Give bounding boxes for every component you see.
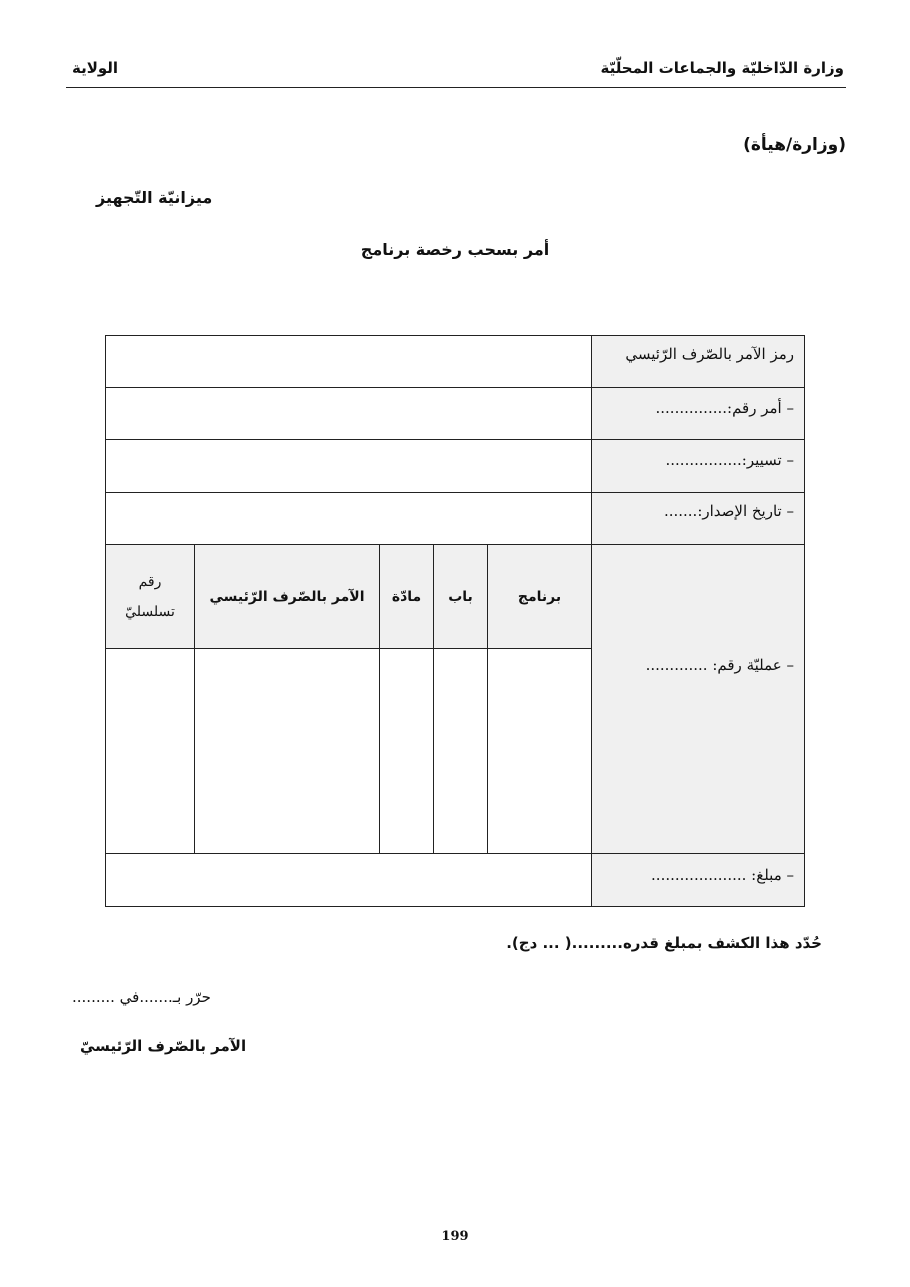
- serial-line-1: رقم: [138, 573, 162, 590]
- serial-line-2: تسلسليّ: [125, 603, 175, 620]
- ministry-label: (وزارة/هيأة): [743, 135, 846, 155]
- header-province: الولاية: [72, 59, 119, 77]
- row-divider: [106, 853, 804, 854]
- label-column: [591, 336, 804, 906]
- amount-label: – مبلغ: ....................: [651, 866, 794, 884]
- signer-title: الآمر بالصّرف الرّئيسيّ: [80, 1037, 247, 1055]
- order-number-label: – أمر رقم:...............: [655, 399, 794, 417]
- column-header-authorizing-officer: الآمر بالصّرف الرّئيسي: [209, 588, 365, 605]
- header-ministry: وزارة الدّاخليّة والجماعات المحلّيّة: [600, 59, 844, 77]
- column-header-article: مادّة: [391, 588, 422, 605]
- issue-date-label: – تاريخ الإصدار:.......: [663, 502, 794, 520]
- operation-number-label: – عمليّة رقم: .............: [645, 656, 794, 674]
- column-header-chapter: باب: [448, 588, 473, 605]
- drafted-at-text: حرّر بـ.......في .........: [72, 988, 211, 1006]
- row-divider: [106, 492, 804, 493]
- column-header-serial: [106, 545, 194, 648]
- columns-header-divider: [106, 648, 591, 649]
- code-label: رمز الآمر بالصّرف الرّئيسي: [625, 345, 794, 363]
- page-number: 199: [441, 1229, 469, 1244]
- document-title: أمر بسحب رخصة برنامج: [360, 240, 550, 259]
- row-divider: [106, 387, 804, 388]
- statement-text: حُدّد هذا الكشف بمبلغ قدره.........( ... دج).: [506, 934, 822, 952]
- order-form-table: [105, 335, 805, 907]
- column-header-program: برنامج: [517, 588, 562, 605]
- budget-label: ميزانيّة التّجهيز: [96, 188, 213, 207]
- row-divider: [106, 439, 804, 440]
- header-divider: [66, 87, 846, 88]
- visa-label: – تسيير:................: [665, 451, 794, 469]
